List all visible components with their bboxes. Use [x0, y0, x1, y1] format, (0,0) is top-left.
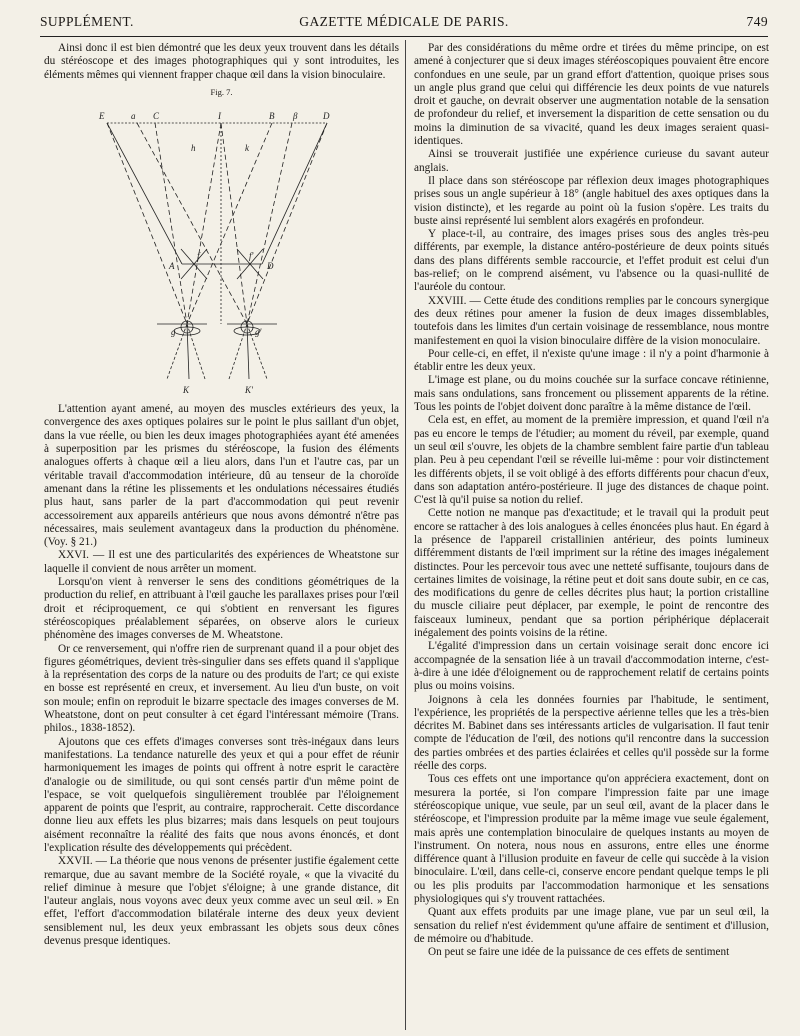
- left-column: [44, 42, 399, 948]
- figure-label: g: [170, 327, 175, 338]
- figure-label: k: [244, 143, 249, 154]
- figure-caption: Fig. 7.: [210, 86, 233, 97]
- header-section: SUPPLÉMENT.: [40, 14, 134, 29]
- paragraph: Tous ces effets ont une importance qu'on appréciera exactement, dont on mesurera la portée, si l'on compare l'impression faite par une image stéréoscopique unique, vue seule, par un seul œil, avant de la placer dans le stéréoscope, et l'impression produite par la même image vue seule également, mais après une contemplation binoculaire de quelques instants au moyen de l'instrument. On notera, nous nous en assurons, entre elles une énorme différence quant à l'illusion produite en faveur de celle qui succède à la vision binoculaire. L'œil, dans celle-ci, conserve encore pendant quelque temps le pli ou les plis produits par l'accommodation harmonique et les sensations physiologiques qui s'y trouvent rattachées.: [414, 773, 769, 905]
- paragraph: Il place dans son stéréoscope par réflexion deux images photographiques prises sous un angle supérieur à 18° (angle habituel des axes optiques dans la vision distincte), et les regarde au point où la fusion s'opère. Les traits du buste ainsi représenté lui semblent alors exagérés en profondeur.: [414, 174, 769, 227]
- paragraph: L'égalité d'impression dans un certain voisinage serait donc encore ici accompagnée de la sensation liée à un travail d'accommodation interne, c'est-à-dire à une idée d'éloignement ou de rapprochement relatif de certains points plus ou moins voisins.: [414, 640, 769, 693]
- figure-label: D: [322, 111, 329, 122]
- paragraph: On peut se faire une idée de la puissance de ces effets de sentiment: [428, 946, 730, 959]
- figure-label: E: [98, 111, 104, 122]
- figure-label: K': [244, 385, 253, 396]
- paragraph: Joignons à cela les données fournies par l'habitude, le sentiment, l'expérience, les propriétés de la perspective aérienne telles que les a très-bien décrites M. Babinet dans ses intéressants articles de vulgarisation. Il faut tenir compte de l'éducation de l'œil, des notions qu'il rencontre dans la succession des parties ombrées et des parties éclairées et celles qu'il possède sur la forme réelle des corps.: [414, 693, 769, 773]
- figure-label: I: [217, 111, 221, 122]
- figure-7: [44, 86, 399, 399]
- figure-label: a: [130, 111, 135, 122]
- paragraph: XXVII. — La théorie que nous venons de présenter justifie également cette remarque, due au savant membre de la Société royale, « que la vivacité du relief diminue à mesure que l'objet s'éloigne; à une grande distance, dit l'auteur anglais, nous voyons avec deux yeux comme avec un seul œil. » En effet, l'effort d'accommodation bilatérale interne des deux yeux devient sensiblement nul, les deux yeux embrassant les objets sous deux cônes devenus presque identiques.: [44, 855, 399, 948]
- paragraph: Cette notion ne manque pas d'exactitude; et le travail qui la produit peut encore se rattacher à des lois analogues à celles énoncées plus haut. En égard à la présence de l'appareil cristallinien antérieur, des points lumineux différemment distants de l'œil impriment sur la rétine des images inégalement distinctes. Pour les percevoir tous avec une netteté suffisante, toujours dans de certaines limites de voisinage, la rétine peut et doit sans doute subir, en ce cas, des modifications du genre de celles décrites plus haut; la portion cristalline du muscle ciliaire peut déplacer, par exemple, le point de rencontre des faisceaux lumineux, pendant que sa portion périphérique déplacerait inégalement des points voisins de la rétine.: [414, 507, 769, 640]
- page-number: 749: [746, 14, 768, 29]
- figure-label: f: [196, 251, 200, 262]
- figure-labels: [98, 111, 330, 395]
- paragraph: Par des considérations du même ordre et tirées du même principe, on est amené à conjecturer que si deux images stéréoscopiques pouvaient être encore confondues en une seule, par un grand effort d'attention, quoique prises sous un angle plus grand que celui qui différencie les deux points de vue naturels droit et gauche, on devrait observer une augmentation notable de la sensation de profondeur du relief, et inversement la disparition de cette sensation ou du moins la diminution de sa vivacité, quand les deux images seraient quasi-identiques.: [414, 42, 769, 148]
- header-rule: [40, 36, 768, 37]
- figure-label: β: [292, 111, 297, 122]
- figure-label: C: [152, 111, 159, 122]
- paragraph: Ainsi se trouverait justifiée une expérience curieuse du savant auteur anglais.: [414, 148, 769, 174]
- right-column: [414, 42, 769, 959]
- figure-label: f': [248, 251, 253, 262]
- figure-label: K: [182, 385, 189, 396]
- paragraph: Pour celle-ci, en effet, il n'existe qu'une image : il n'y a point d'harmonie à établir entre les deux yeux.: [414, 347, 769, 374]
- paragraph: XXVI. — Il est une des particularités des expériences de Wheatstone sur laquelle il convient de nous arrêter un moment.: [44, 549, 399, 575]
- figure-label: A: [168, 261, 174, 272]
- paragraph: Lorsqu'on vient à renverser le sens des conditions géométriques de la production du relief, en attribuant à l'œil gauche les parallaxes prises pour l'œil droit et réciproquement, ce qui s'obtient en renversant les figures stéréoscopiques préalablement séparées, on observe alors le curieux phénomène des images converses de M. Wheatstone.: [44, 576, 399, 642]
- paragraph: Ainsi donc il est bien démontré que les deux yeux trouvent dans les détails du stéréoscope et des images photographiques qui y sont introduites, les éléments mêmes qui viennent frapper chaque œil dans la vision binoculaire.: [44, 42, 399, 81]
- page-header: [40, 10, 768, 34]
- figure-label: h: [190, 143, 195, 154]
- paragraph: XXVIII. — Cette étude des conditions remplies par le concours synergique des deux rétines pour amener la fusion de deux images dissemblables, toutefois dans les limites d'un certain voisinage de ressemblance, nous montre manifestement en quoi la vision binoculaire diffère de la vision monoculaire.: [414, 294, 769, 347]
- paragraph: Cela est, en effet, au moment de la première impression, et quand l'œil n'a pas eu encore le temps de l'étudier; au moment du réveil, par exemple, quand un seul œil s'ouvre, les objets de la chambre semblent faire partie d'un tableau plan. Peu à peu cependant l'œil se réveille lui-même : pour voir distinctement les différents objets, il se voit obligé à des efforts différents pour chacun d'eux, dans son adaptation antéro-postérieure. Il juge des distances de chaque point. C'est là qu'il puise sa notion du relief.: [414, 414, 769, 507]
- figure-label: D: [266, 261, 273, 272]
- paragraph: L'attention ayant amené, au moyen des muscles extérieurs des yeux, la convergence des axes optiques polaires sur le point le plus saillant d'un objet, dans la vue réelle, ou bien les deux images photographiées ayant été amenées à superposition par les prismes du stéréoscope, la fusion des éléments analogues offerts à chaque œil a lieu alors, dans l'un et l'autre cas, par un véritable travail d'accommodation intérieure, dû au tenseur de la choroïde amenant dans la rétine les plissements et les ondulations nécessaires étudiés plus haut, sans parler de la part d'accommodation qui peut revenir accessoirement aux appareils antérieurs que nous avons démontré n'être pas nécessaires, mais seulement avantageux dans la production du phénomène. (Voy. § 21.): [44, 403, 399, 549]
- paragraph: Ajoutons que ces effets d'images converses sont très-inégaux dans leurs manifestations. La tendance naturelle des yeux et qui a pour effet de réunir harmoniquement les images de points qui offrent à notre esprit le caractère d'analogie ou de similitude, ou qui sont censés partir d'un même point de l'espace, se voit quelquefois singulièrement troublée par l'éloignement apparent de points que l'esprit, au contraire, rapprocherait. Cette discordance donne lieu aux effets les plus bizarres; mais dans lesquels on peut toujours aisément reconnaître la réalité des faits que nous avons énoncés, et dont l'explication résulte des développements qui précèdent.: [44, 735, 399, 854]
- stereoscope-ray-diagram: [97, 99, 347, 399]
- paragraph: Y place-t-il, au contraire, des images prises sous des angles très-peu différents, par exemple, la distance antéro-postérieure de deux points situés dans des plans différents semble raccourcie, et l'effet produit est celui d'un bas-relief; on le comprend aisément, vu l'absence ou la quasi-nullité de l'auréole du contour.: [414, 228, 769, 294]
- paragraph: L'image est plane, ou du moins couchée sur la surface concave rétinienne, mais sans ondulations, sans froncement ou plissement apparents de la rétine. Tous les points de l'objet doivent donc paraître à la même distance de l'œil.: [414, 374, 769, 414]
- journal-title: GAZETTE MÉDICALE DE PARIS.: [299, 14, 509, 29]
- figure-label: B: [268, 111, 274, 122]
- figure-label: g': [254, 327, 261, 338]
- paragraph: Quant aux effets produits par une image plane, vue par un seul œil, la sensation du relief n'est évidemment qu'une affaire de sentiment et d'illusion, de mémoire ou d'habitude.: [414, 906, 769, 945]
- column-divider: [405, 40, 406, 1030]
- paragraph: Or ce renversement, qui n'offre rien de surprenant quand il a pour objet des figures géométriques, devient très-singulier dans ses effets quand il s'applique à la représentation des corps de la nature ou des produits de l'art; ce qui existe en bosse est représenté en creux, et inversement. Au lieu d'un buste, on voit son moule; enfin on reproduit le bizarre spectacle des images converses de M. Wheatstone, dont on peut consulter à cet égard l'intéressant mémoire (Trans. philos., 1838-1852).: [44, 642, 399, 735]
